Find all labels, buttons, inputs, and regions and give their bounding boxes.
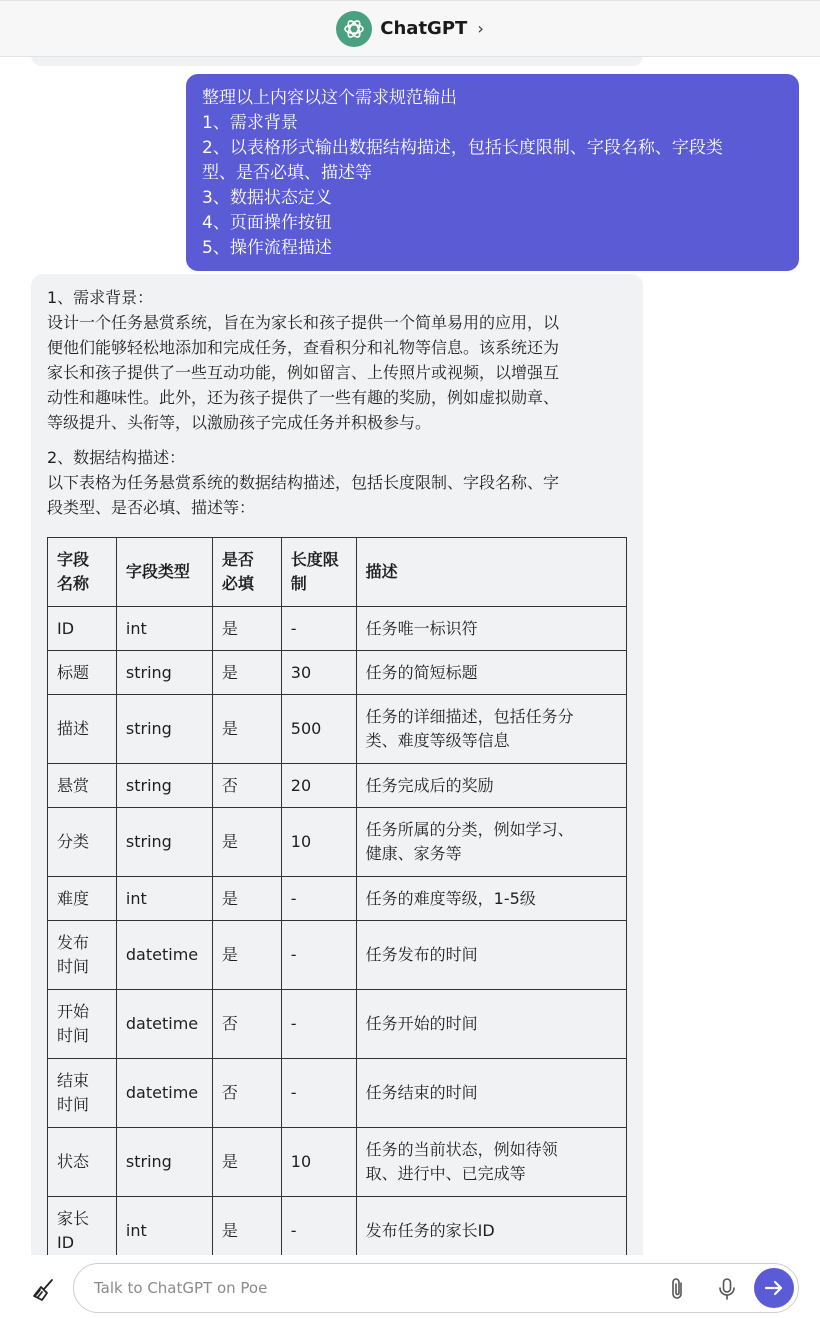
header-text: 字段 xyxy=(57,550,90,569)
bot-name: ChatGPT xyxy=(380,18,468,39)
user-message-bubble xyxy=(186,74,799,271)
table-row xyxy=(48,764,627,808)
table-row xyxy=(48,877,627,921)
paragraph-line: 段类型、是否必填、描述等： xyxy=(47,498,256,517)
field-type-cell: string xyxy=(116,808,212,877)
length-cell: 20 xyxy=(281,764,356,808)
field-type-cell: string xyxy=(116,1128,212,1197)
required-cell: 是 xyxy=(212,921,281,990)
paragraph-line: 家长和孩子提供了一些互动功能，例如留言、上传照片或视频，以增强互 xyxy=(47,363,560,382)
field-name-cell xyxy=(48,695,117,764)
cell-text: 标题 xyxy=(57,662,90,682)
user-message-line: 整理以上内容以这个需求规范输出 xyxy=(202,88,457,108)
header-required xyxy=(212,538,281,607)
message-input[interactable] xyxy=(94,1276,654,1300)
cell-text: 任务结束的时间 xyxy=(365,1083,478,1102)
cell-text: 任务开始的时间 xyxy=(365,1014,478,1033)
required-cell: 是 xyxy=(212,651,281,695)
user-message-line: 3、数据状态定义 xyxy=(202,188,332,208)
cell-text: 家长 xyxy=(57,1209,90,1228)
header-text: 字段类型 xyxy=(125,562,190,581)
paragraph-line: 便他们能够轻松地添加和完成任务，查看积分和礼物等信息。该系统还为 xyxy=(47,338,560,357)
table-row xyxy=(48,1128,627,1197)
paragraph-line: 设计一个任务悬赏系统，旨在为家长和孩子提供一个简单易用的应用，以 xyxy=(47,313,560,332)
field-type-cell: int xyxy=(116,877,212,921)
cell-text: 悬赏 xyxy=(57,775,90,795)
field-type-cell: datetime xyxy=(116,990,212,1059)
length-cell: - xyxy=(281,1197,356,1256)
cell-text: 难度 xyxy=(57,888,90,908)
header-text: 制 xyxy=(290,574,307,593)
chat-header xyxy=(0,0,820,57)
cell-text: 开始 xyxy=(57,1002,90,1021)
table-row xyxy=(48,607,627,651)
required-cell: 是 xyxy=(212,607,281,651)
previous-message-bubble xyxy=(31,57,643,66)
length-cell: - xyxy=(281,877,356,921)
cell-text: 发布 xyxy=(57,933,90,952)
field-type-cell: datetime xyxy=(116,1059,212,1128)
field-name-cell xyxy=(48,877,117,921)
user-message-line: 4、页面操作按钮 xyxy=(202,213,332,233)
bot-message-bubble xyxy=(31,274,643,1255)
required-cell: 是 xyxy=(212,1197,281,1256)
description-cell xyxy=(356,1128,626,1197)
field-name-cell xyxy=(48,1197,117,1256)
send-arrow-icon xyxy=(763,1277,785,1299)
chevron-right-icon: › xyxy=(477,19,484,38)
cell-text: 发布任务的家长ID xyxy=(365,1221,495,1240)
bot-title-button[interactable] xyxy=(336,11,483,47)
description-cell xyxy=(356,921,626,990)
user-message-line: 1、需求背景 xyxy=(202,113,298,133)
table-row xyxy=(48,808,627,877)
cell-text: ID xyxy=(57,1233,75,1252)
description-cell xyxy=(356,764,626,808)
required-cell: 否 xyxy=(212,1059,281,1128)
cell-text: 描述 xyxy=(57,719,90,738)
description-cell xyxy=(356,1059,626,1128)
description-cell xyxy=(356,808,626,877)
section-data-structure xyxy=(47,445,627,520)
cell-text: 任务发布的时间 xyxy=(365,945,478,964)
user-message-line: 型、是否必填、描述等 xyxy=(202,163,372,183)
data-structure-table xyxy=(47,537,627,1255)
message-list[interactable] xyxy=(0,57,820,1255)
field-name-cell xyxy=(48,607,117,651)
cell-text: 分类 xyxy=(57,832,90,851)
required-cell: 是 xyxy=(212,695,281,764)
section-title: 2、数据结构描述： xyxy=(47,448,186,467)
field-type-cell: datetime xyxy=(116,921,212,990)
user-message-line: 5、操作流程描述 xyxy=(202,238,332,258)
field-name-cell xyxy=(48,764,117,808)
field-type-cell: string xyxy=(116,695,212,764)
table-row xyxy=(48,651,627,695)
header-text: 是否 xyxy=(221,550,254,569)
broom-icon[interactable] xyxy=(30,1276,58,1304)
length-cell: 500 xyxy=(281,695,356,764)
description-cell xyxy=(356,651,626,695)
user-message-line: 2、以表格形式输出数据结构描述，包括长度限制、字段名称、字段类 xyxy=(202,138,723,158)
section-requirements-background xyxy=(47,285,627,435)
microphone-icon[interactable] xyxy=(715,1276,739,1302)
field-name-cell xyxy=(48,808,117,877)
length-cell: - xyxy=(281,607,356,651)
cell-text: 时间 xyxy=(57,1095,90,1114)
field-name-cell xyxy=(48,651,117,695)
description-cell xyxy=(356,877,626,921)
paragraph-line: 等级提升、头衔等，以激励孩子完成任务并积极参与。 xyxy=(47,413,432,432)
cell-text: 取、进行中、已完成等 xyxy=(365,1164,526,1183)
cell-text: 任务唯一标识符 xyxy=(365,618,478,638)
header-description xyxy=(356,538,626,607)
field-name-cell xyxy=(48,990,117,1059)
header-text: 必填 xyxy=(221,574,254,593)
cell-text: ID xyxy=(57,618,75,638)
required-cell: 是 xyxy=(212,808,281,877)
required-cell: 否 xyxy=(212,990,281,1059)
cell-text: 任务的当前状态，例如待领 xyxy=(365,1140,558,1159)
header-length-limit xyxy=(281,538,356,607)
length-cell: - xyxy=(281,921,356,990)
length-cell: - xyxy=(281,990,356,1059)
field-type-cell: string xyxy=(116,764,212,808)
header-text: 描述 xyxy=(365,562,398,581)
field-type-cell: int xyxy=(116,607,212,651)
cell-text: 类、难度等级等信息 xyxy=(365,731,510,750)
table-row xyxy=(48,921,627,990)
header-text: 名称 xyxy=(57,574,90,593)
cell-text: 任务所属的分类，例如学习、 xyxy=(365,820,574,839)
header-field-name xyxy=(48,538,117,607)
cell-text: 健康、家务等 xyxy=(365,844,462,863)
cell-text: 任务的简短标题 xyxy=(365,662,478,682)
field-name-cell xyxy=(48,921,117,990)
openai-logo-icon xyxy=(336,11,372,47)
field-type-cell: string xyxy=(116,651,212,695)
table-row xyxy=(48,990,627,1059)
description-cell xyxy=(356,607,626,651)
field-type-cell: int xyxy=(116,1197,212,1256)
cell-text: 任务的详细描述，包括任务分 xyxy=(365,707,574,726)
table-header-row xyxy=(48,538,627,607)
message-input-container xyxy=(73,1263,799,1313)
cell-text: 任务完成后的奖励 xyxy=(365,775,494,795)
length-cell: - xyxy=(281,1059,356,1128)
cell-text: 任务的难度等级，1-5级 xyxy=(365,888,536,908)
paperclip-icon[interactable] xyxy=(666,1276,690,1302)
cell-text: 状态 xyxy=(57,1152,90,1171)
header-field-type xyxy=(116,538,212,607)
table-row xyxy=(48,695,627,764)
cell-text: 结束 xyxy=(57,1071,90,1090)
send-button[interactable] xyxy=(754,1268,794,1308)
paragraph-line: 动性和趣味性。此外，还为孩子提供了一些有趣的奖励，例如虚拟勋章、 xyxy=(47,388,560,407)
field-name-cell xyxy=(48,1128,117,1197)
section-title: 1、需求背景： xyxy=(47,288,154,307)
table-row xyxy=(48,1197,627,1256)
paragraph-line: 以下表格为任务悬赏系统的数据结构描述，包括长度限制、字段名称、字 xyxy=(47,473,560,492)
length-cell: 10 xyxy=(281,1128,356,1197)
required-cell: 是 xyxy=(212,877,281,921)
composer-bar xyxy=(0,1255,820,1318)
length-cell: 10 xyxy=(281,808,356,877)
field-name-cell xyxy=(48,1059,117,1128)
required-cell: 是 xyxy=(212,1128,281,1197)
description-cell xyxy=(356,695,626,764)
cell-text: 时间 xyxy=(57,957,90,976)
description-cell xyxy=(356,990,626,1059)
table-row xyxy=(48,1059,627,1128)
cell-text: 时间 xyxy=(57,1026,90,1045)
header-text: 长度限 xyxy=(290,550,339,569)
length-cell: 30 xyxy=(281,651,356,695)
description-cell xyxy=(356,1197,626,1256)
required-cell: 否 xyxy=(212,764,281,808)
